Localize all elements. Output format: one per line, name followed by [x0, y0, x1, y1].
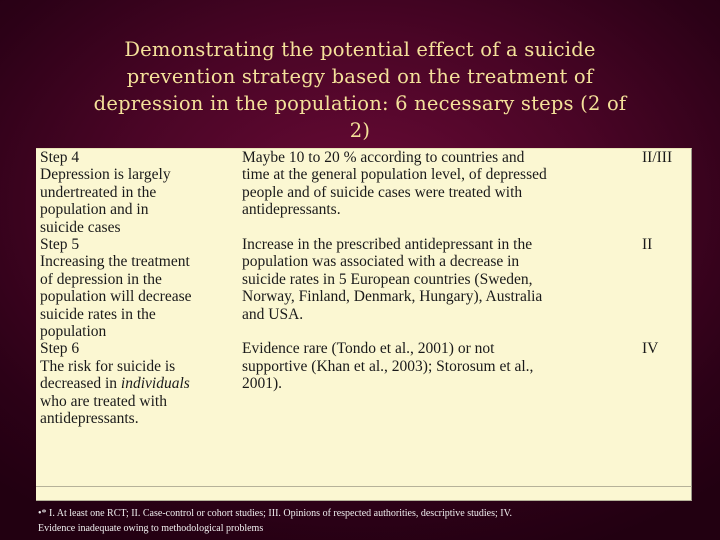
table-row [40, 340, 686, 427]
evidence-table [40, 149, 686, 428]
description-text: 2001). [242, 375, 283, 393]
step-cell [40, 340, 242, 427]
description-text: Maybe 10 to 20 % according to countries and [242, 149, 525, 166]
step-text: population will decrease [40, 288, 192, 306]
evidence-level-cell: II [642, 236, 653, 254]
step-text [40, 375, 242, 392]
step-text: antidepressants. [40, 410, 139, 428]
table-row [40, 236, 686, 340]
step-heading: Step 5 [40, 236, 80, 254]
description-text: antidepressants. [242, 201, 341, 219]
step-cell [40, 236, 242, 340]
step-text: undertreated in the [40, 183, 157, 201]
description-text: population was associated with a decrease in [242, 253, 520, 271]
title-line: depression in the population: 6 necessary steps (2 of [93, 92, 627, 115]
step-text: population and in [40, 201, 149, 219]
step-text: population [40, 323, 107, 341]
footnote-line: Evidence inadequate owing to methodological problems [38, 522, 264, 534]
description-cell [242, 340, 642, 427]
step-text: Increasing the treatment [40, 253, 190, 271]
title-line: Demonstrating the potential effect of a suicide [124, 38, 596, 61]
step-text: who are treated with [40, 392, 167, 410]
step-heading: Step 6 [40, 340, 80, 358]
description-text: Increase in the prescribed antidepressant in the [242, 236, 533, 254]
footnote-line: •* I. At least one RCT; II. Case-control or cohort studies; III. Opinions of respected authorities, descriptive studies; IV. [38, 508, 513, 519]
evidence-level-cell: IV [642, 340, 659, 358]
step-text: of depression in the [40, 270, 162, 288]
title-line: 2) [349, 119, 371, 142]
description-text: time at the general population level, of depressed [242, 166, 547, 184]
step-text-part: decreased in [40, 375, 121, 393]
evidence-level-cell: II/III [642, 149, 673, 166]
step-cell [40, 149, 242, 236]
description-cell [242, 149, 642, 236]
table-row [40, 149, 686, 236]
step-heading: Step 4 [40, 149, 80, 166]
description-text: supportive (Khan et al., 2003); Storosum et al., [242, 357, 534, 375]
description-text: and USA. [242, 305, 304, 323]
step-text: Depression is largely [40, 166, 171, 184]
step-text: suicide rates in the [40, 305, 156, 323]
footnote [38, 507, 698, 536]
step-text: The risk for suicide is [40, 357, 176, 375]
description-text: Evidence rare (Tondo et al., 2001) or not [242, 340, 495, 358]
description-cell [242, 236, 642, 340]
slide-title [40, 36, 680, 144]
description-text: Norway, Finland, Denmark, Hungary), Australia [242, 288, 543, 306]
step-text: suicide cases [40, 218, 121, 236]
title-line: prevention strategy based on the treatment of [126, 65, 594, 88]
description-text: people and of suicide cases were treated with [242, 183, 523, 201]
description-text: suicide rates in 5 European countries (Sweden, [242, 270, 533, 288]
table-panel-bottom-strip [36, 486, 692, 501]
step-emphasis: individuals [120, 375, 190, 393]
